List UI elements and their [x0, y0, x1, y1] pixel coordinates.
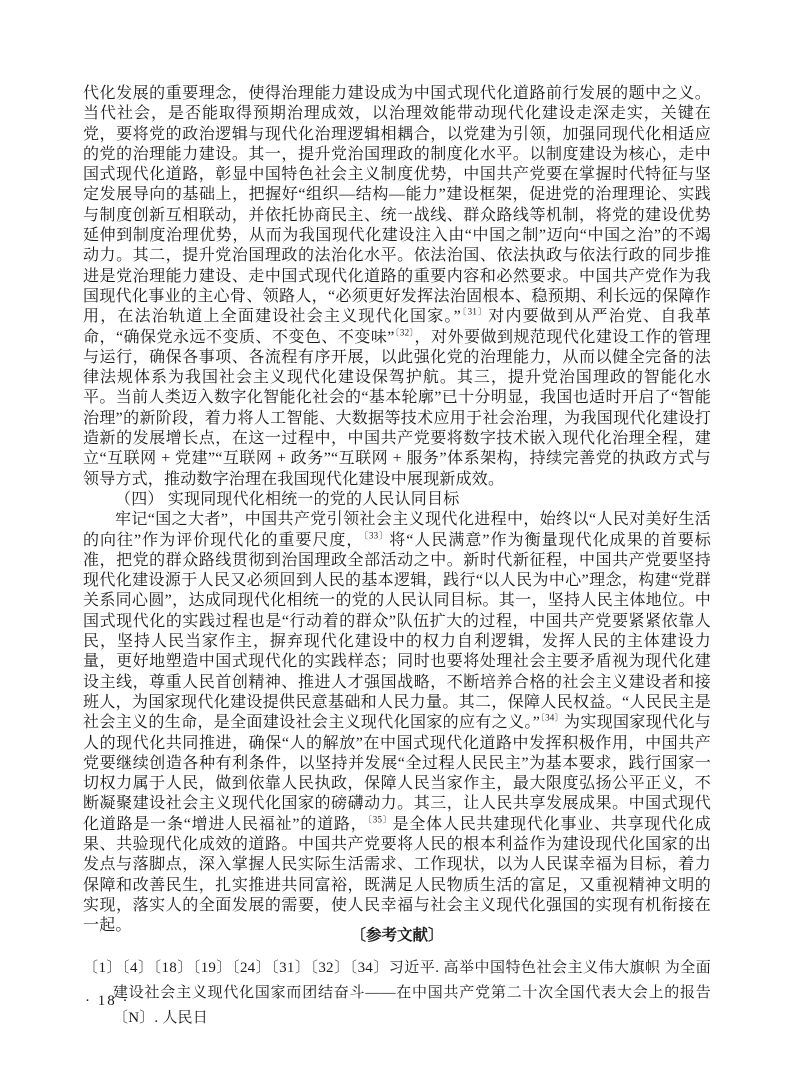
citation-superscript: 〔35〕: [367, 814, 393, 825]
paragraph-people-identity: 牢记“国之大者”，中国共产党引领社会主义现代化进程中，始终以“人民对美好生活的向往”作为评价现代化的重要尺度，$^{〔33〕}$将“人民满意”作为衡量现代化成果的首要标准，把党的群众路线贯彻到治国理政全部活动之中。新时代新征程，中国共产党要坚持现代化建设源于人民又必须回到人民的基本逻辑，践行“以人民为中心”理念，构建“党群关系同心圆”，达成同现代化相统一的党的人民认同目标。其一，坚持人民主体地位。中国式现代化的实践过程也是“行动着的群众”队伍扩大的过程，中国共产党要紧紧依靠人民，坚持人民当家作主，摒弃现代化建设中的权力自利逻辑，发挥人民的主体建设力量，更好地塑造中国式现代化的实践样态；同时也要将处理社会主要矛盾视为现代化建设主线，尊重人民首创精神、推进人才强国战略，不断培养合格的社会主义建设者和接班人，为国家现代化建设提供民意基础和人民力量。其二，保障人民权益。“人民民主是社会主义的生命，是全面建设社会主义现代化国家的应有之义。”$^{〔34〕}$为实现国家现代化与人的现代化共同推进，确保“人的解放”在中国式现代化道路中发挥积极作用，中国共产党要继续创造各种有利条件，以坚持并发展“全过程人民民主”为基本要求，践行国家一切权力属于人民，做到依靠人民执政，保障人民当家作主，最大限度弘扬公平正义，不断凝聚建设社会主义现代化国家的磅礴动力。其三，让人民共享发展成果。中国式现代化道路是一条“增进人民福祉”的道路，$^{〔35〕}$是全体人民共建现代化事业、共享现代化成果、共验现代化成效的道路。中国共产党要将人民的根本利益作为建设现代化国家的出发点与落脚点，深入掌握人民实际生活需求、工作现状，以为人民谋幸福为目标，着力保障和改善民生，扎实推进共同富裕，既满足人民物质生活的富足，又重视精神文明的实现，落实人的全面发展的需要，使人民幸福与社会主义现代化强国的实现有机衔接在一起。: [83, 511, 711, 935]
citation-superscript: 〔31〕: [460, 306, 489, 317]
section-heading-four: （四） 实现同现代化相统一的党的人民认同目标: [115, 490, 460, 508]
citation-superscript: 〔33〕: [363, 530, 390, 541]
citation-superscript: 〔32〕: [394, 327, 415, 338]
citation-superscript: 〔34〕: [540, 712, 564, 723]
references-section: [83, 926, 711, 1031]
references-heading: 〔参考文献〕: [350, 927, 444, 944]
paragraph-party-governance: 代化发展的重要理念，使得治理能力建设成为中国式现代化道路前行发展的题中之义。当代社会，是否能取得预期治理成效，以治理效能带动现代化建设走深走实，关键在党，要将党的政治逻辑与现代化治理逻辑相耦合，以党建为引领，加强同现代化相适应的党的治理能力建设。其一，提升党治国理政的制度化水平。以制度建设为核心，走中国式现代化道路，彰显中国特色社会主义制度优势，中国共产党要在掌握时代特征与坚定发展导向的基础上，把握好“组织—结构—能力”建设框架，促进党的治理理论、实践与制度创新互相联动，并依托协商民主、统一战线、群众路线等机制，将党的建设优势延伸到制度治理优势，从而为我国现代化建设注入由“中国之制”迈向“中国之治”的不竭动力。其二，提升党治国理政的法治化水平。依法治国、依法执政与依法行政的同步推进是党治理能力建设、走中国式现代化道路的重要内容和必然要求。中国共产党作为我国现代化事业的主心骨、领路人，“必须更好发挥法治固根本、稳预期、利长远的保障作用，在法治轨道上全面建设社会主义现代化国家。”$^{〔31〕}$对内要做到从严治党、自我革命，“确保党永远不变质、不变色、不变味”$^{〔32〕}$，对外要做到规范现代化建设工作的管理与运行，确保各事项、各流程有序开展，以此强化党的治理能力，从而以健全完备的法律法规体系为我国社会主义现代化建设保驾护航。其三，提升党治国理政的智能化水平。当前人类迈入数字化智能化社会的“基本轮廓”已十分明显，我国也适时开启了“智能治理”的新阶段，着力将人工智能、大数据等技术应用于社会治理，为我国现代化建设打造新的发展增长点，在这一过程中，中国共产党要将数字技术嵌入现代化治理全程，建立“互联网 + 党建”“互联网 + 政务”“互联网 + 服务”体系架构，持续完善党的执政方式与领导方式，推动数字治理在我国现代化建设中展现新成效。: [83, 85, 711, 488]
page-number: · 18 ·: [85, 993, 130, 1009]
reference-entry: 〔1〕〔4〕〔18〕〔19〕〔24〕〔31〕〔32〕〔34〕习近平. 高举中国特色社会主义伟大旗帜 为全面建设社会主义现代化国家而团结奋斗——在中国共产党第二十次全国代表大会上的报告〔N〕. 人民日: [83, 960, 711, 1026]
body-text: [83, 84, 711, 936]
